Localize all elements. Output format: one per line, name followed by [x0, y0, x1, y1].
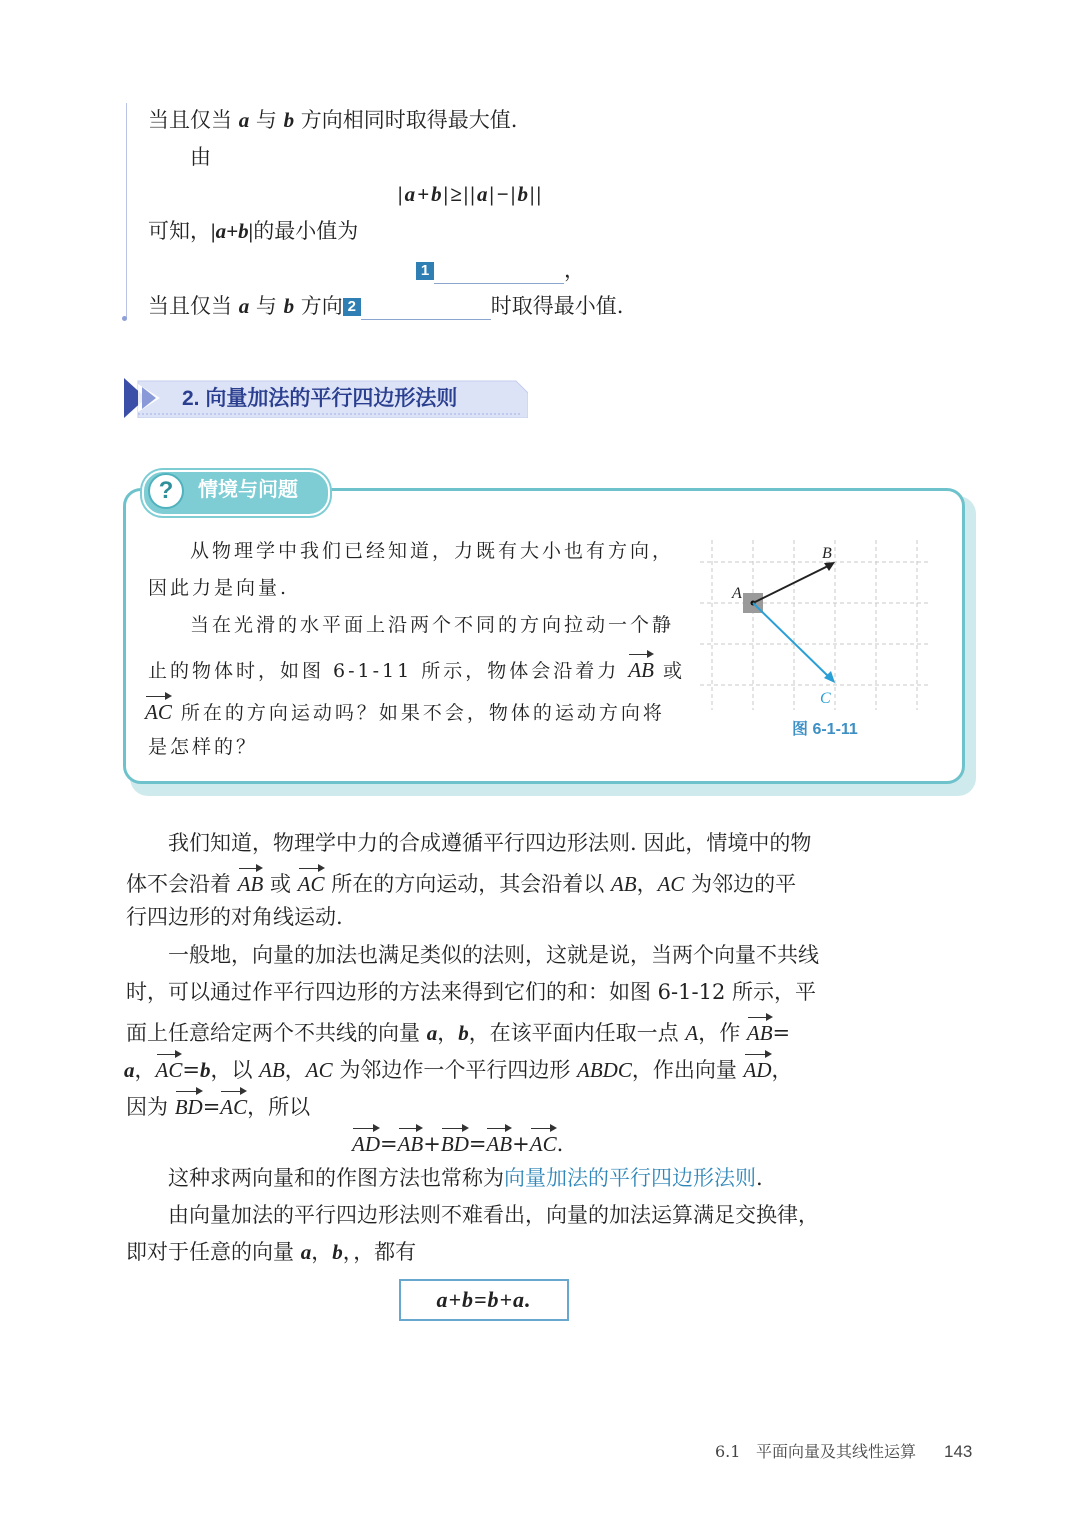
body-text: 我们知道，物理学中力的合成遵循平行四边形法则. 因此，情境中的物: [168, 831, 812, 855]
answer-blank-2[interactable]: [361, 299, 491, 320]
margin-rule: [126, 103, 127, 319]
commutative-law-box: a+b=b+a.: [399, 1279, 569, 1321]
scenario-text: 从物理学中我们已经知道，力既有大小也有方向，: [190, 540, 675, 562]
formula-vector-sum: AD=AB+BD=AB+AC.: [352, 1126, 563, 1158]
footer-chapter: 平面向量及其线性运算: [756, 1442, 917, 1461]
key-term: 向量加法的平行四边形法则: [504, 1166, 756, 1190]
body-text: 即对于任意的向量 a，b，，都有: [126, 1240, 417, 1264]
scenario-text: 止的物体时，如图 6-1-11 所示，物体会沿着力 AB 或: [148, 652, 685, 685]
footer-section: 6.1: [715, 1442, 741, 1461]
figure-caption: 图 6-1-11: [792, 721, 858, 738]
scenario-text: AC 所在的方向运动吗？如果不会，物体的运动方向将: [145, 694, 665, 727]
body-text: 行四边形的对角线运动.: [126, 905, 343, 929]
body-text: 体不会沿着 AB 或 AC 所在的方向运动，其会沿着以 AB，AC 为邻边的平: [126, 866, 796, 898]
page-number: 143: [944, 1442, 973, 1461]
answer-blank-1[interactable]: 1 ，: [416, 256, 585, 284]
label-b: B: [822, 545, 832, 562]
scenario-text: 因此力是向量.: [148, 577, 290, 599]
scenario-text: 当在光滑的水平面上沿两个不同的方向拉动一个静: [190, 614, 675, 636]
label-a: A: [732, 585, 742, 602]
text-line: 当且仅当 a 与 b 方向 2 时取得最小值.: [148, 294, 624, 318]
text-line: 可知，|a+b|的最小值为: [148, 219, 359, 243]
body-text: 这种求两向量和的作图方法也常称为向量加法的平行四边形法则.: [168, 1166, 763, 1190]
body-text: 由向量加法的平行四边形法则不难看出，向量的加法运算满足交换律，: [168, 1203, 819, 1227]
figure-force-vectors: [700, 540, 930, 710]
vector-ac: [753, 603, 830, 678]
margin-dot: [122, 316, 127, 321]
question-icon: ?: [148, 473, 184, 509]
body-text: a，AC=b，以 AB，AC 为邻边作一个平行四边形 ABDC，作出向量 AD，: [124, 1052, 793, 1084]
label-c: C: [820, 690, 831, 707]
vector-ab: [753, 566, 828, 603]
formula-inequality: |a+b|≥||a|−|b||: [398, 182, 544, 206]
body-text: 因为 BD=AC，所以: [126, 1089, 310, 1121]
scenario-title: 情境与问题: [198, 479, 298, 501]
blank-number: 2: [343, 298, 361, 316]
section-title: 2. 向量加法的平行四边形法则: [182, 387, 458, 410]
scenario-text: 是怎样的？: [148, 736, 259, 758]
text-line: 当且仅当 a 与 b 方向相同时取得最大值.: [148, 108, 518, 132]
body-text: 一般地，向量的加法也满足类似的法则，这就是说，当两个向量不共线: [168, 943, 819, 967]
blank-number: 1: [416, 262, 434, 280]
body-text: 时，可以通过作平行四边形的方法来得到它们的和：如图 6-1-12 所示，平: [126, 980, 816, 1004]
text-line: 由: [190, 145, 211, 169]
blank-underline: [434, 263, 564, 284]
body-text: 面上任意给定两个不共线的向量 a，b，在该平面内任取一点 A，作 AB=: [126, 1015, 790, 1047]
